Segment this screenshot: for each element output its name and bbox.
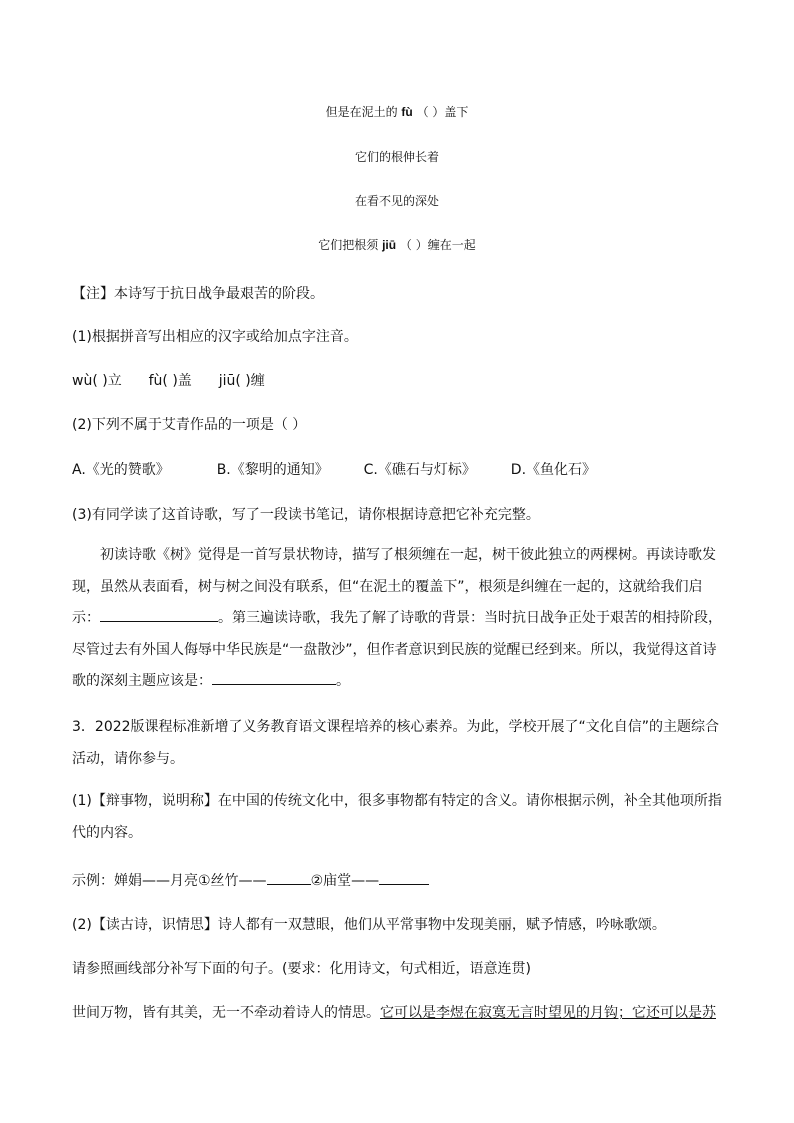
section-3-sub2: (2)【读古诗，识情思】诗人都有一双慧眼，他们从平常事物中发现美丽，赋予情感，吟咏歌颂。 [72, 917, 666, 933]
option-c: C.《礁石与灯标》 [363, 462, 476, 478]
pinyin-item: wù( )立 [72, 373, 122, 389]
underlined-sentence: 它可以是李煜在寂寞无言时望见的月钩；它还可以是苏 [380, 1005, 716, 1021]
pinyin-item: fù( )盖 [148, 373, 192, 389]
pinyin-item: jiū( )缠 [218, 373, 265, 389]
poem-text: 它们把根须 [318, 238, 379, 252]
question-2-prompt: (2)下列不属于艾青作品的一项是（ ） [72, 417, 307, 433]
question-3-prompt: (3)有同学读了这首诗歌，写了一段读书笔记，请你根据诗意把它补充完整。 [72, 507, 540, 523]
paragraph-text: 初读诗歌《树》觉得是一首写景状物诗，描写了根须缠在一起，树干彼此独立的两棵树。再读诗歌发现，虽然从表面看，树与树之间没有联系，但“在泥土的覆盖下”，根须是纠缠在一起的，这就给我们启示： [72, 547, 716, 626]
poem-line-1 [0, 103, 794, 120]
question-1-prompt: (1)根据拼音写出相应的汉字或给加点字注音。 [72, 329, 358, 345]
question-2-options [72, 459, 722, 479]
poem-text: （ ）盖下 [416, 105, 469, 119]
pinyin: jiū [382, 238, 397, 252]
section-3-intro: 3．2022版课程标准新增了义务教育语文课程培养的核心素养。为此，学校开展了“文化自信”的主题综合活动，请你参与。 [72, 719, 720, 767]
last-line [72, 1002, 722, 1022]
example-line [72, 870, 722, 890]
question-1-items [72, 370, 722, 390]
poem-line-4 [0, 236, 794, 253]
answer-blank[interactable] [100, 607, 218, 622]
option-a: A.《光的赞歌》 [72, 462, 170, 478]
answer-blank[interactable] [212, 670, 336, 685]
poem-line-2: 它们的根伸长着 [354, 150, 439, 164]
poem-text: （ ）缠在一起 [399, 238, 476, 252]
reading-note-paragraph [72, 540, 722, 698]
poem-line-3: 在看不见的深处 [354, 194, 439, 208]
poem-text: 但是在泥土的 [325, 105, 398, 119]
note: 【注】本诗写于抗日战争最艰苦的阶段。 [72, 286, 324, 302]
answer-blank[interactable] [379, 870, 429, 885]
pinyin: fù [401, 105, 413, 119]
option-d: D.《鱼化石》 [510, 462, 597, 478]
section-3-sub2-requirement: 请参照画线部分补写下面的句子。(要求：化用诗文，句式相近，语意连贯) [72, 961, 531, 977]
option-b: B.《黎明的通知》 [216, 462, 329, 478]
example-text: 示例：婵娟——月亮①丝竹—— [72, 873, 267, 889]
paragraph-text: 。第三遍读诗歌，我先了解了诗歌的背景：当时抗日战争正处于艰苦的相持阶段，尽管过去有外国人侮辱中华民族是“一盘散沙”，但作者意识到民族的觉醒已经到来。所以，我觉得这首诗歌的深刻主题应该是： [72, 610, 722, 689]
example-text: ②庙堂—— [310, 873, 380, 889]
answer-blank[interactable] [267, 870, 311, 885]
section-3-sub1: (1)【辩事物，说明称】在中国的传统文化中，很多事物都有特定的含义。请你根据示例，补全其他项所指代的内容。 [72, 793, 722, 841]
sentence-text: 世间万物，皆有其美，无一不牵动着诗人的情思。 [72, 1005, 380, 1021]
paragraph-text: 。 [336, 673, 350, 689]
